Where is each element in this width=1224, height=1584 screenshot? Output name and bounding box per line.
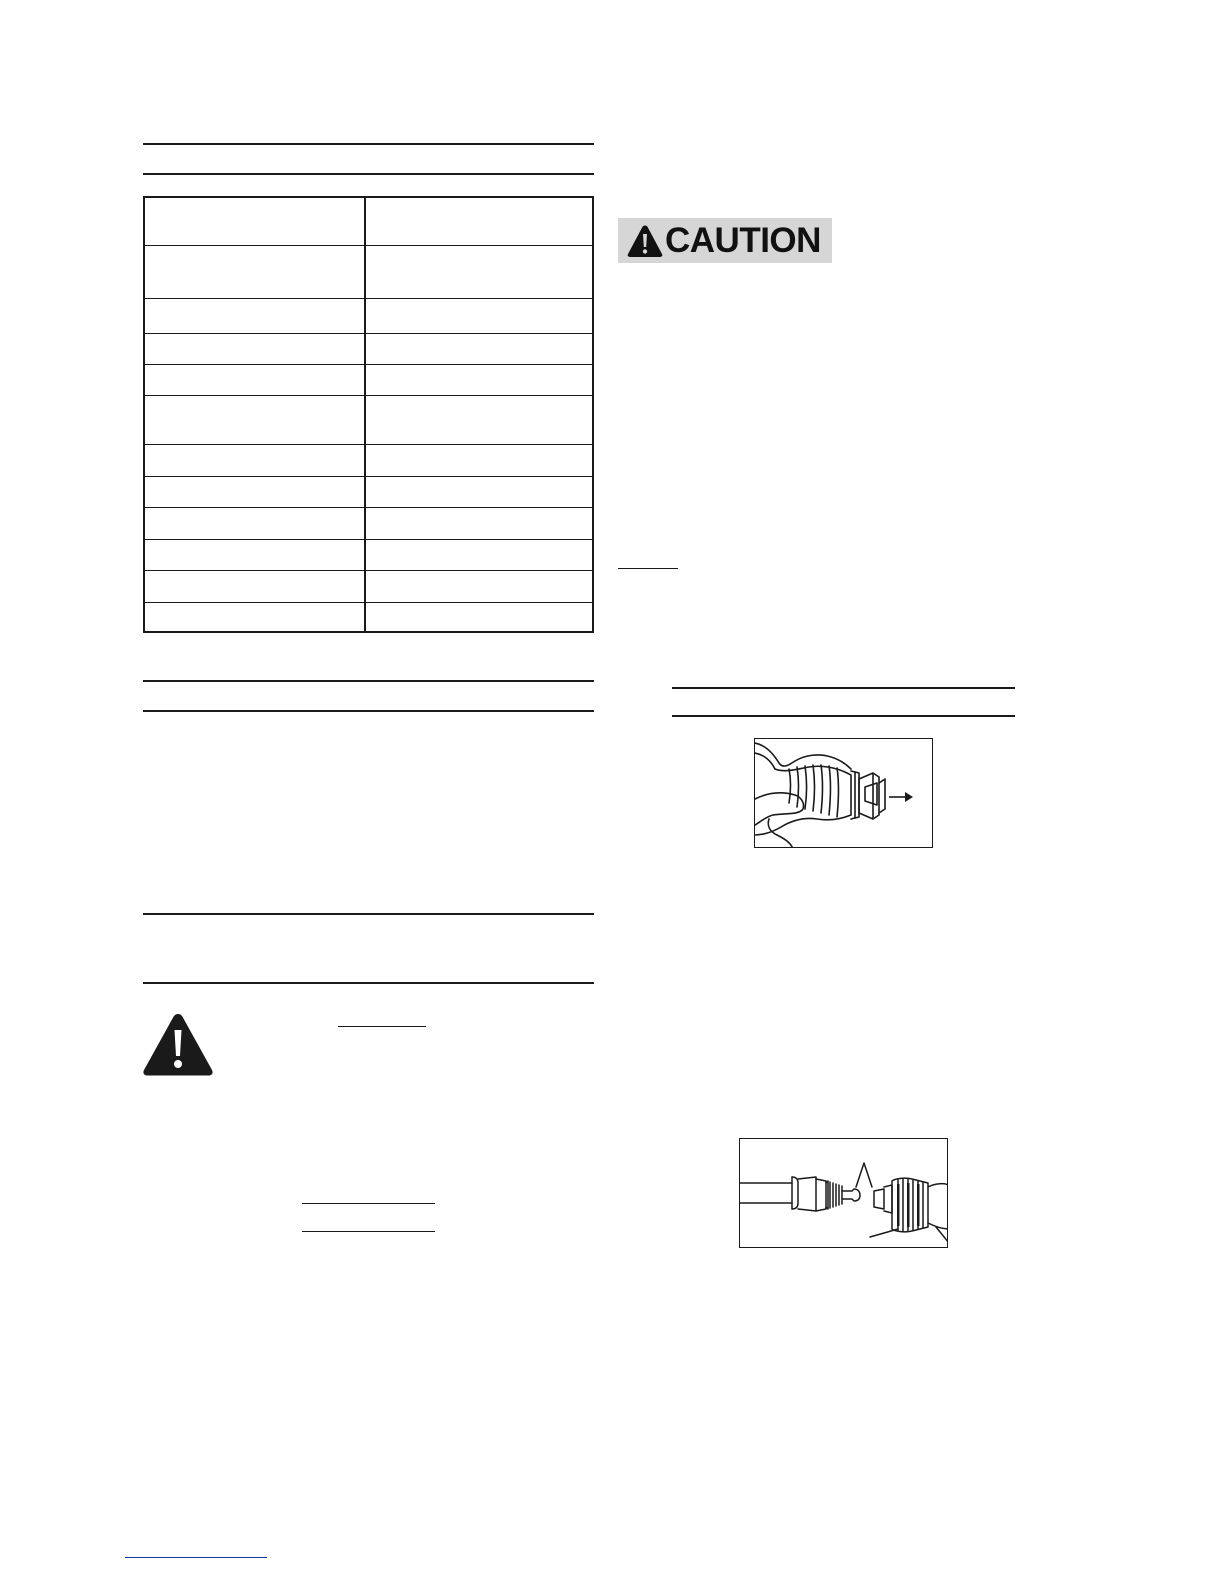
section-rule-top-2 xyxy=(143,173,594,175)
figure-hose-connector xyxy=(739,1138,948,1248)
section-rule-mid-2 xyxy=(143,710,594,712)
section-rule-mid-1 xyxy=(143,680,594,682)
footer-link-underline[interactable] xyxy=(125,1557,267,1558)
figure-caption-rule-1 xyxy=(672,687,1015,689)
table-row xyxy=(145,444,592,445)
table-row xyxy=(145,298,592,299)
warning-triangle-icon xyxy=(141,1011,215,1077)
hose-connector-illustration xyxy=(740,1139,948,1248)
table-row xyxy=(145,333,592,334)
table-row xyxy=(145,395,592,396)
specification-table xyxy=(143,196,594,633)
note-rule-2 xyxy=(302,1231,435,1232)
section-rule-lower-1 xyxy=(143,913,594,915)
table-row xyxy=(145,245,592,246)
table-row xyxy=(145,602,592,603)
section-rule-lower-2 xyxy=(143,982,594,984)
note-rule-1 xyxy=(302,1203,435,1204)
caution-badge xyxy=(618,218,832,263)
section-rule-top-1 xyxy=(143,143,594,145)
table-row xyxy=(145,539,592,540)
handle-pull-illustration xyxy=(755,739,933,848)
table-row xyxy=(145,507,592,508)
figure-handle-pull xyxy=(754,738,933,848)
table-column-divider xyxy=(364,198,366,631)
table-row xyxy=(145,364,592,365)
caution-label: CAUTION xyxy=(665,221,821,260)
table-row xyxy=(145,570,592,571)
table-row xyxy=(145,476,592,477)
figure-caption-rule-2 xyxy=(672,715,1015,717)
warning-heading-underline xyxy=(338,1026,426,1027)
note-underline xyxy=(618,568,678,569)
warning-triangle-icon xyxy=(627,224,663,258)
